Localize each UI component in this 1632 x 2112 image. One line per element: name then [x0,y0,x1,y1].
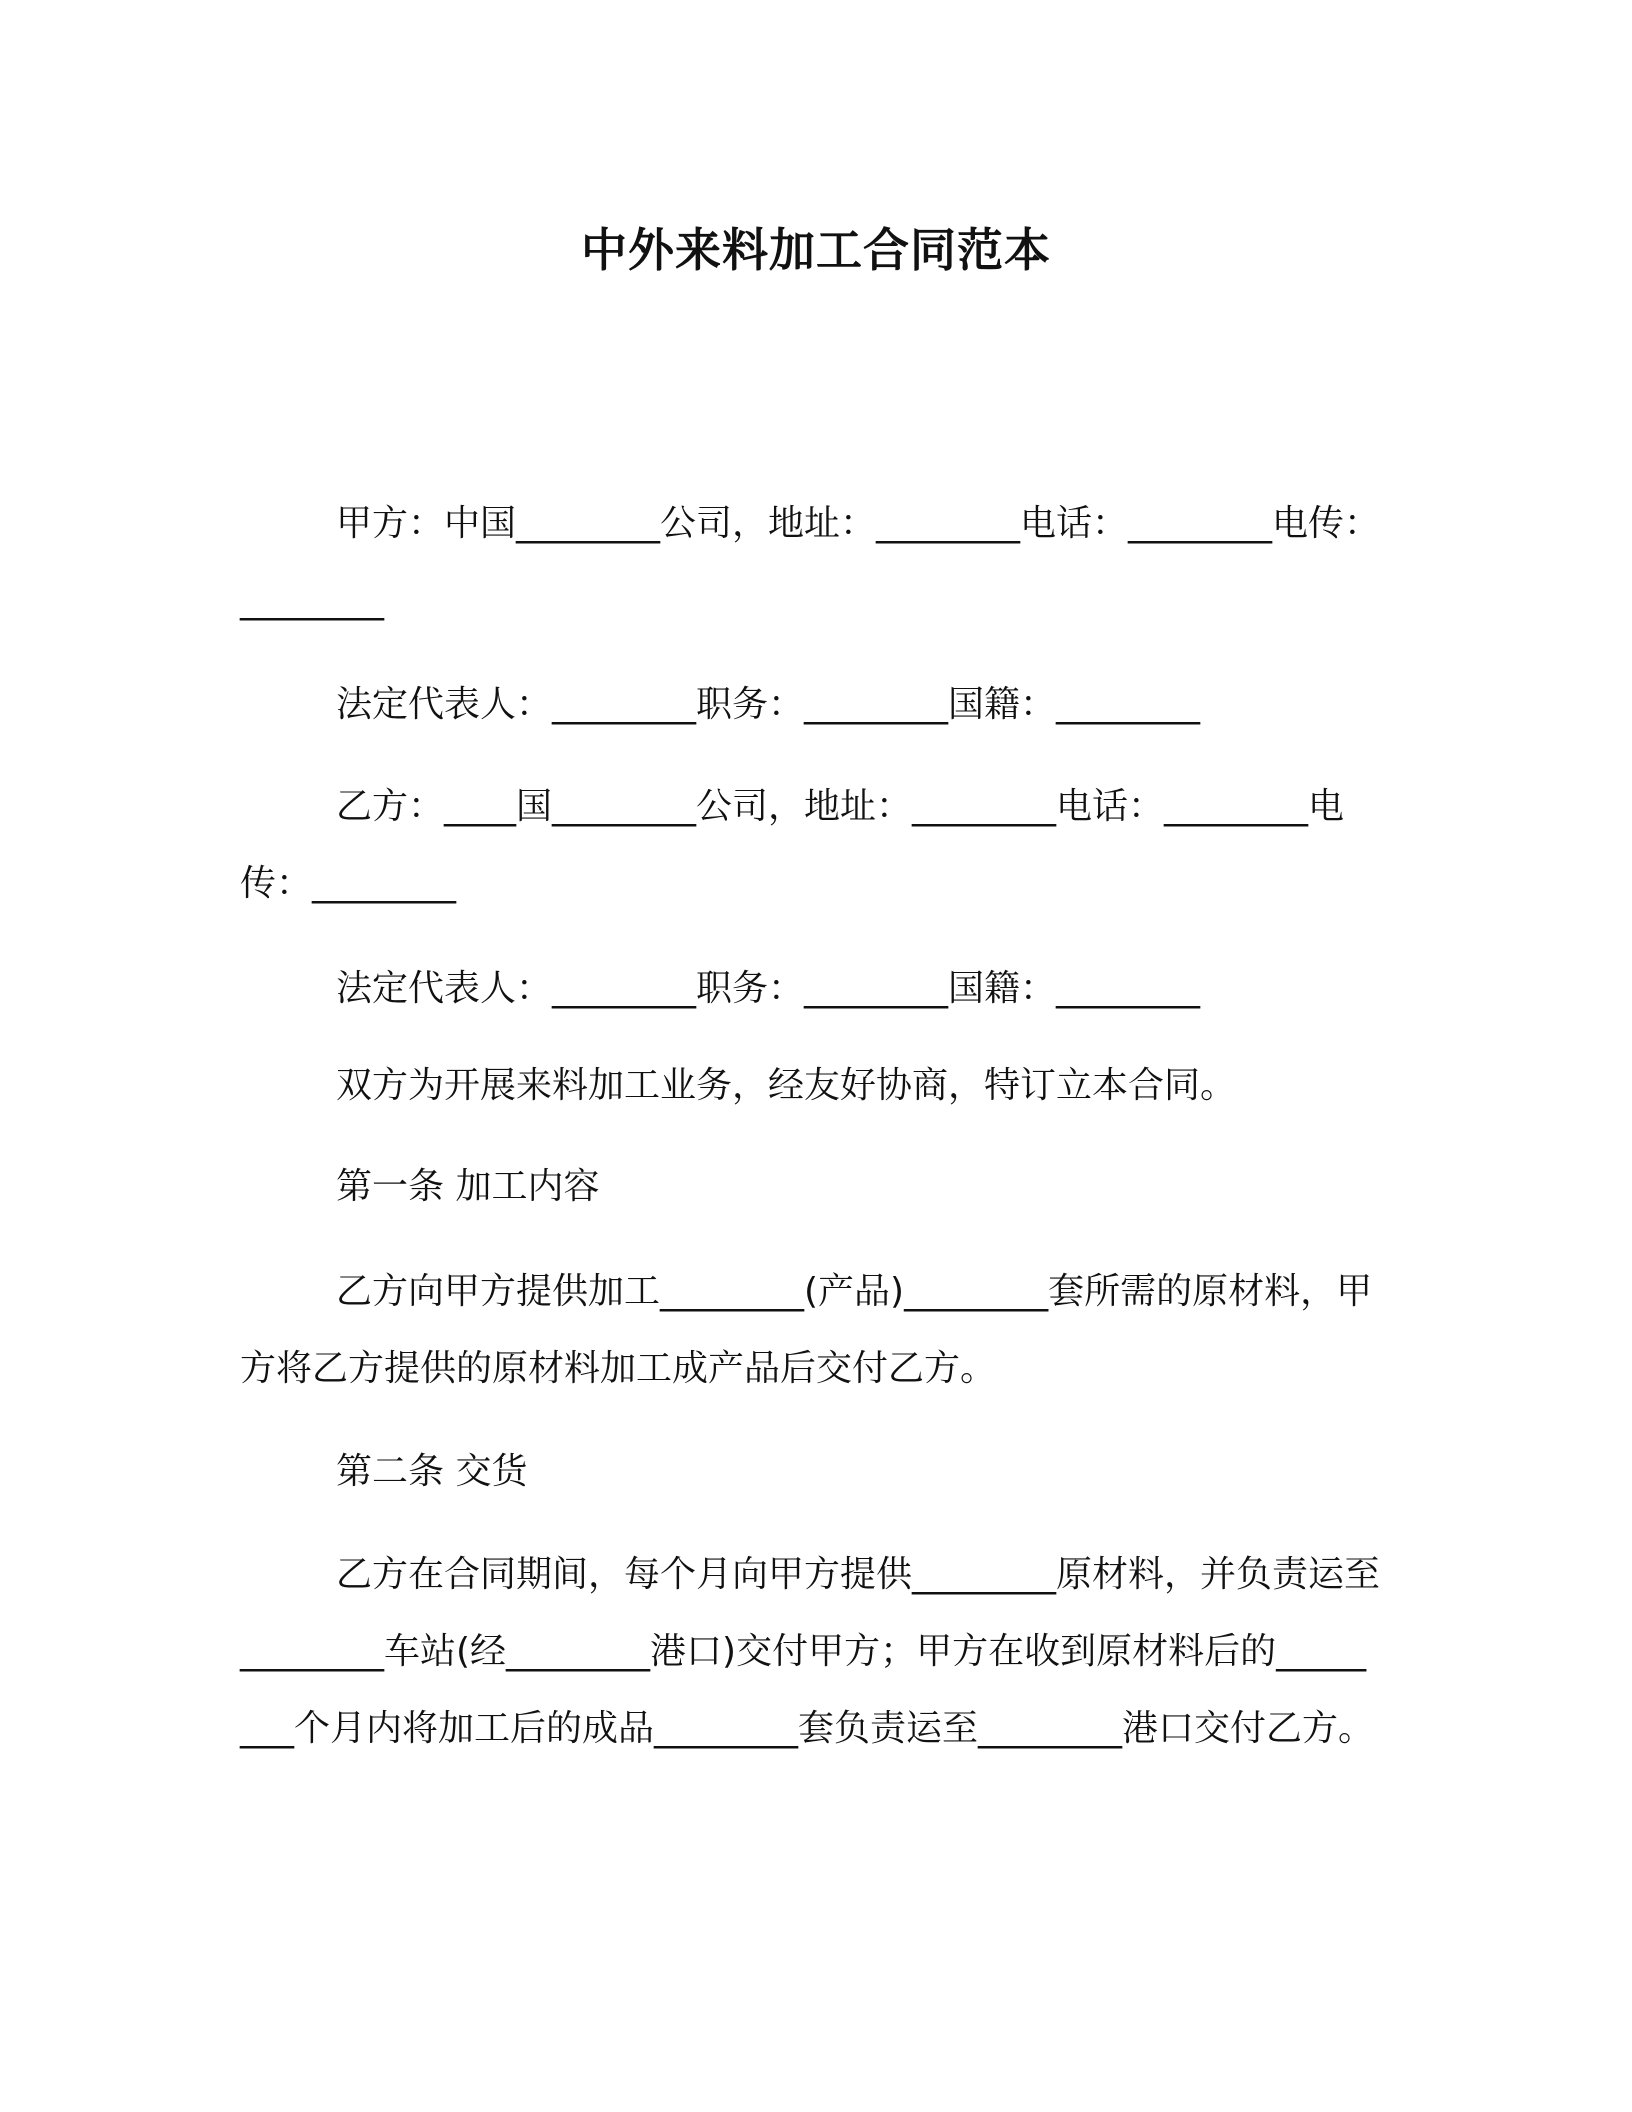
preamble: 双方为开展来料加工业务，经友好协商，特订立本合同。 [336,1065,1237,1106]
article-2-body: 乙方在合同期间，每个月向甲方提供________原材料，并负责运至________车站(经________港口)交付甲方；甲方在收到原材料后的________个月内将加工后的成品________套负责运至________港口交付乙方。 [240,1554,1381,1749]
article-1-heading: 第一条 加工内容 [336,1166,600,1207]
article-1-body: 乙方向甲方提供加工________(产品)________套所需的原材料，甲方将乙方提供的原材料加工成产品后交付乙方。 [240,1271,1373,1389]
article-2-heading: 第二条 交货 [336,1451,528,1492]
party-a-info: 甲方：中国________公司，地址：________电话：________电传：________ [240,503,1381,621]
party-b-info: 乙方：____国________公司，地址：________电话：________电传：________ [240,786,1345,904]
document-title: 中外来料加工合同范本 [581,223,1051,277]
party-b-representative: 法定代表人：________职务：________国籍：________ [336,968,1201,1009]
party-a-representative: 法定代表人：________职务：________国籍：________ [336,684,1201,725]
